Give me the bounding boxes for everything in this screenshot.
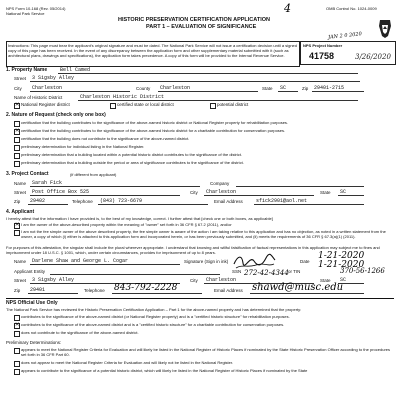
nps-item-2: contributes to the significance of the above-named district and is a "certified historic structure" for a charitable contribution for conservation purposes. (21, 322, 285, 327)
nps-arrowhead-logo (378, 20, 392, 38)
contact-telephone-value[interactable]: (843) 723-6679 (100, 198, 143, 204)
checkbox-potential-district[interactable] (210, 103, 216, 109)
checkbox-request-3[interactable] (14, 137, 20, 143)
applicant-state-value[interactable]: SC (340, 277, 347, 283)
contact-email-label: Email Address (214, 199, 243, 204)
checkbox-request-6[interactable] (14, 161, 20, 167)
contact-name-value[interactable]: Sarah Fick (32, 180, 63, 186)
form-code: NPS Form 10-168 (Rev. 05/2014) (6, 6, 66, 11)
signature-date-2[interactable]: 1-21-2020 (318, 260, 365, 270)
or-tin-label: or TIN (288, 269, 301, 274)
applicant-signature[interactable] (232, 251, 276, 269)
property-city-value[interactable]: Charleston (32, 85, 63, 91)
property-state-value[interactable]: SC (280, 85, 287, 91)
prelim-item-3: appears to contribute to the significance of a potential historic district, which will likely be listed in the National Register of Historic Places if nominated by the State (21, 368, 308, 373)
applicant-street-label: Street (14, 278, 27, 283)
checkbox-request-4[interactable] (14, 145, 20, 151)
national-register-district-label: National Register district (21, 102, 70, 107)
prelim-item-2: does not appear to meet the National Register Criteria for Evaluation and will likely not be listed in the National Register. (21, 360, 234, 365)
not-owner-option: I am not the fee simple owner of the above described property, the fee simple owner is aware of the action I am taking relative to this application and has no objection, as noted in a written statement from the owner, a copy of which (i) either is attached to this application form and incorporated herein, or has been previously submitted, and (ii) meets the requirements of 36 CFR § 67.3(a)(1) (2011). (21, 229, 386, 239)
checkbox-national-register-district[interactable] (14, 103, 20, 109)
handwritten-review-date: 3/26/2020 (355, 53, 391, 61)
county-label: County (136, 86, 151, 91)
applicant-entity-label: Applicant Entity (14, 269, 46, 274)
owner-option: I am the owner of the above-described property within the meaning of "owner" set forth in 36 CFR § 67.2 (2011), and/or (21, 222, 232, 227)
applicant-street-value[interactable]: 3 Sigsby Alley (32, 277, 75, 283)
prelim-heading: Preliminary Determinations: (6, 340, 62, 345)
contact-name-label: Name (14, 181, 27, 186)
applicant-name-value[interactable]: Darlene Shaw and George L. Cogar (32, 258, 129, 264)
potential-district-label: potential district (217, 102, 249, 107)
instructions-box: Instructions: This page must bear the applicant's original signature and must be dated. The National Park Service will not issue a certification decision until a signed copy of this page has been received. In the event of any discrepancy between the application form and other supplementary material submitted with it (such as architectural plans, drawings and specifications), the application form takes precedence. A copy of this form will be provided to the Internal Revenue Service. (6, 41, 300, 67)
checkbox-certified-district[interactable] (110, 103, 116, 109)
checkbox-not-owner[interactable] (14, 230, 20, 236)
contact-telephone-label: Telephone (72, 199, 93, 204)
section3-heading: 3. Project Contact (6, 171, 49, 177)
checkbox-request-5[interactable] (14, 153, 20, 159)
applicant-zip-label: Zip (14, 288, 21, 293)
contact-zip-label: Zip (14, 199, 21, 204)
form-subtitle: PART 1 – EVALUATION OF SIGNIFICANCE (146, 24, 257, 30)
applicant-state-label: State (320, 278, 331, 283)
prelim-item-1: appears to meet the National Register Criteria for Evaluation and will likely be listed in the National Register of Historic Places if nominated by the State Historic Preservation Officer according to the procedures set forth in 36 CFR Part 60. (21, 347, 390, 357)
ssn-label: SSN (232, 269, 242, 274)
request-item-4: preliminary determination for individual listing in the National Register. (21, 144, 145, 149)
checkbox-prelim-1[interactable] (14, 348, 20, 354)
nps-project-label: NPS Project Number (303, 43, 343, 48)
contact-street-value[interactable]: Post Office Box 525 (32, 189, 90, 195)
handwritten-number: 4 (284, 2, 291, 15)
ssn-value-2[interactable]: 370-56-1266 (340, 267, 385, 275)
district-label: Name of Historic District (14, 95, 63, 100)
certified-district-label: certified state or local district (117, 102, 174, 107)
applicant-zip-value[interactable]: 29401 (30, 287, 46, 293)
city-label: City (14, 86, 22, 91)
applicant-city-label: City (190, 278, 198, 283)
applicant-email-value[interactable]: shawd@musc.edu (252, 282, 344, 293)
checkbox-request-1[interactable] (14, 121, 20, 127)
request-item-5: preliminary determination that a building located within a potential historic district contributes to the significance of the district. (21, 152, 243, 157)
nps-item-1: contributes to the significance of the above-named district (or National Register property) and is a "certified historic structure" for rehabilitation purposes. (21, 314, 290, 319)
state-label: State (262, 86, 273, 91)
contact-street-label: Street (14, 190, 27, 195)
checkbox-owner[interactable] (14, 223, 20, 229)
property-zip-value[interactable]: 29401-2715 (314, 85, 345, 91)
nps-use-intro: The National Park Service has reviewed the Historic Preservation Certification Application – Part 1 for the above-named property and has determined that the property: (6, 307, 302, 312)
section2-heading: 2. Nature of Request (check only one box) (6, 112, 106, 118)
omb-number: OMB Control No. 1024-0009 (326, 6, 377, 11)
applicant-telephone-label: Telephone (84, 288, 105, 293)
contact-zip-value[interactable]: 29402 (30, 198, 46, 204)
applicant-email-label: Email Address (214, 288, 243, 293)
nps-project-box (300, 41, 396, 65)
section1-heading: 1. Property Name (6, 67, 48, 73)
contact-state-value[interactable]: SC (340, 189, 347, 195)
signature-date-label: Date (300, 259, 310, 264)
checkbox-nps-contributes-charitable[interactable] (14, 323, 20, 329)
property-street-value[interactable]: 3 Sigsby Alley (32, 75, 75, 81)
applicant-city-value[interactable]: Charleston (206, 277, 237, 283)
contact-city-value[interactable]: Charleston (206, 189, 237, 195)
section3-heading-note: (if different from applicant) (70, 172, 117, 177)
applicant-attestation: I hereby attest that the information I have provided is, to the best of my knowledge, correct. I further attest that [check one or both boxes, as applicable] (6, 216, 273, 221)
contact-company-label: Company (210, 181, 230, 186)
signature-label: Signature (Sign in ink) (184, 259, 229, 264)
form-title: HISTORIC PRESERVATION CERTIFICATION APPLICATION (118, 17, 270, 23)
signature-date-1[interactable]: 1-21-2020 (318, 251, 365, 261)
street-label: Street (14, 76, 27, 81)
contact-city-label: City (190, 190, 198, 195)
district-value[interactable]: Charleston Historic District (80, 94, 165, 100)
applicant-telephone-value[interactable]: 843-792-2228 (114, 283, 178, 293)
contact-state-label: State (320, 190, 331, 195)
checkbox-prelim-3[interactable] (14, 369, 20, 375)
checkbox-request-2[interactable] (14, 129, 20, 135)
nps-item-3: does not contribute to the significance of the above-named district. (21, 330, 139, 335)
received-date-stamp: JAN 2 0 2020 (327, 31, 363, 41)
ssn-value-1[interactable]: 272-42-4344 (244, 269, 289, 277)
nps-use-heading: NPS Official Use Only (6, 300, 58, 306)
attestation-note: For purposes of this attestation, the singular shall include the plural wherever appropriate. I understand that knowing and willful falsification of factual representations in this application may subject me to fines and imprisonment under 18 U.S.C. § 1001, which, under certain circumstances, provides for imprisonment of up to 8 years. (6, 245, 380, 255)
checkbox-prelim-2[interactable] (14, 361, 20, 367)
checkbox-nps-contributes-rehab[interactable] (14, 315, 20, 321)
request-item-3: certification that the building does not contribute to the significance of the above-named district. (21, 136, 190, 141)
request-item-1: certification that the building contributes to the significance of the above-named historic district or National Register property for rehabilitation purposes. (21, 120, 289, 125)
agency-line: National Park Service (6, 11, 45, 16)
section4-heading: 4. Applicant (6, 209, 35, 215)
request-item-6: preliminary determination that a building outside the period or area of significance contributes to the significance of the district. (21, 160, 244, 165)
applicant-name-label: Name (14, 259, 27, 264)
property-name-value[interactable]: Bell Camed (60, 67, 91, 73)
request-item-2: certification that the building contributes to the significance of the above-named historic district for a charitable contribution for conservation purposes. (21, 128, 286, 133)
zip-label: Zip (302, 86, 309, 91)
contact-email-value[interactable]: sfick2901@aol.net (256, 198, 308, 204)
property-county-value[interactable]: Charleston (160, 85, 191, 91)
nps-project-number: 41758 (309, 51, 335, 61)
checkbox-nps-does-not-contribute[interactable] (14, 331, 20, 337)
